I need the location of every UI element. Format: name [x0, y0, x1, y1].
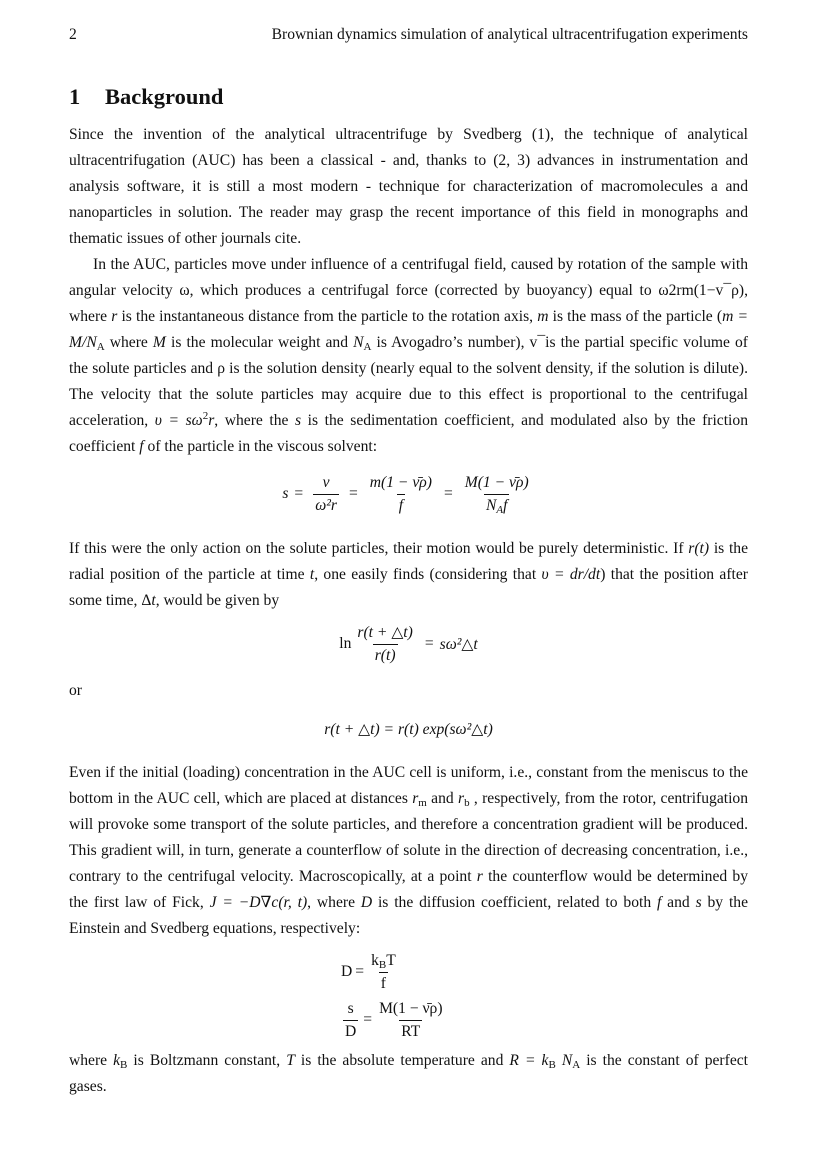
- paragraph-deterministic: If this were the only action on the solute particles, their motion would be purely deterministic. If r(t) is the radial position of the particle at time t, one easily finds (considering that υ = dr/dt) that the position after some time, Δt, would be given by: [69, 540, 749, 609]
- paragraph-centrifugal-force: In the AUC, particles move under influence of a centrifugal field, caused by rotation of the sample with angular velocity ω, which produces a centrifugal force (corrected by buoyancy) equal to ω2rm(1−v¯ρ), where r is the instantaneous distance from the particle to the rotation axis, m is the mass of the particle ($m = M/N_A$ where M is the molecular weight and $N_A$ is Avogadro’s number), v¯is the partial specific volume of the solute particles and ρ is the solution density (nearly equal to the solvent density, if the solution is dilute). The velocity that the solute particles may acquire due to this effect is proportional to the centrifugal acceleration, $\upsilon = s\omega^2r$, where the s is the sedimentation coefficient, and modulated also by the friction coefficient f of the particle in the viscous solvent:: [69, 256, 748, 455]
- section-number: 1: [69, 84, 81, 109]
- equation-svedberg: $\frac{s}{D}$ = $\frac{M(1 - \nū\rho)}{RT}$: [345, 999, 443, 1040]
- page-number: 2: [69, 26, 77, 43]
- paragraph-intro: Since the invention of the analytical ultracentrifuge by Svedberg (1), the technique of analytical ultracentrifugation (AUC) has been a classical - and, thanks to (2, 3) advances in instrumentation and analysis software, it is still a most modern - technique for characterization of macromolecules a and nanoparticles in solution. The reader may grasp the recent importance of this field in monographs and thematic issues of other journals cite.: [69, 126, 748, 247]
- or-text: or: [69, 682, 82, 699]
- equation-log-position: ln $\frac{r(t + \triangle t)}{r(t)}$ = sω²△t: [339, 623, 478, 664]
- equation-sedimentation-coefficient: s = $\frac{\nu}{\text{ω²r}}$ = $\frac{m(1 - \nū\rho)}{f}$ = $\frac{M(1 - \nū\rho)}{N_Af}$: [282, 473, 529, 516]
- body-text: [69, 122, 748, 1100]
- equation-einstein: D = $\frac{k_BT}{f}$: [341, 951, 396, 992]
- running-title: Brownian dynamics simulation of analytical ultracentrifugation experiments: [271, 26, 748, 43]
- paragraph-constants: where $k_B$ is Boltzmann constant, T is the absolute temperature and $R = k_B$ $N_A$ is the constant of perfect gases.: [69, 1052, 748, 1095]
- running-head: [69, 26, 748, 46]
- section-title-text: Background: [105, 84, 224, 109]
- equation-einstein-svedberg: [341, 948, 748, 1044]
- paragraph-diffusion: Even if the initial (loading) concentration in the AUC cell is uniform, i.e., constant from the meniscus to the bottom in the AUC cell, which are placed at distances $r_m$ and $r_b$ , respectively, from the rotor, centrifugation will provoke some transport of the solute particles, and therefore a concentration gradient will be produced. This gradient will, in turn, generate a counterflow of solute in the direction of decreasing concentration, i.e., contrary to the centrifugal velocity. Macroscopically, at a point r the counterflow would be determined by the first law of Fick, J = −D∇c(r, t), where D is the diffusion coefficient, related to both f and s by the Einstein and Svedberg equations, respectively:: [69, 764, 749, 937]
- equation-exp-position: r(t + △t) = r(t) exp(sω²△t): [324, 720, 493, 738]
- section-title: [69, 84, 223, 110]
